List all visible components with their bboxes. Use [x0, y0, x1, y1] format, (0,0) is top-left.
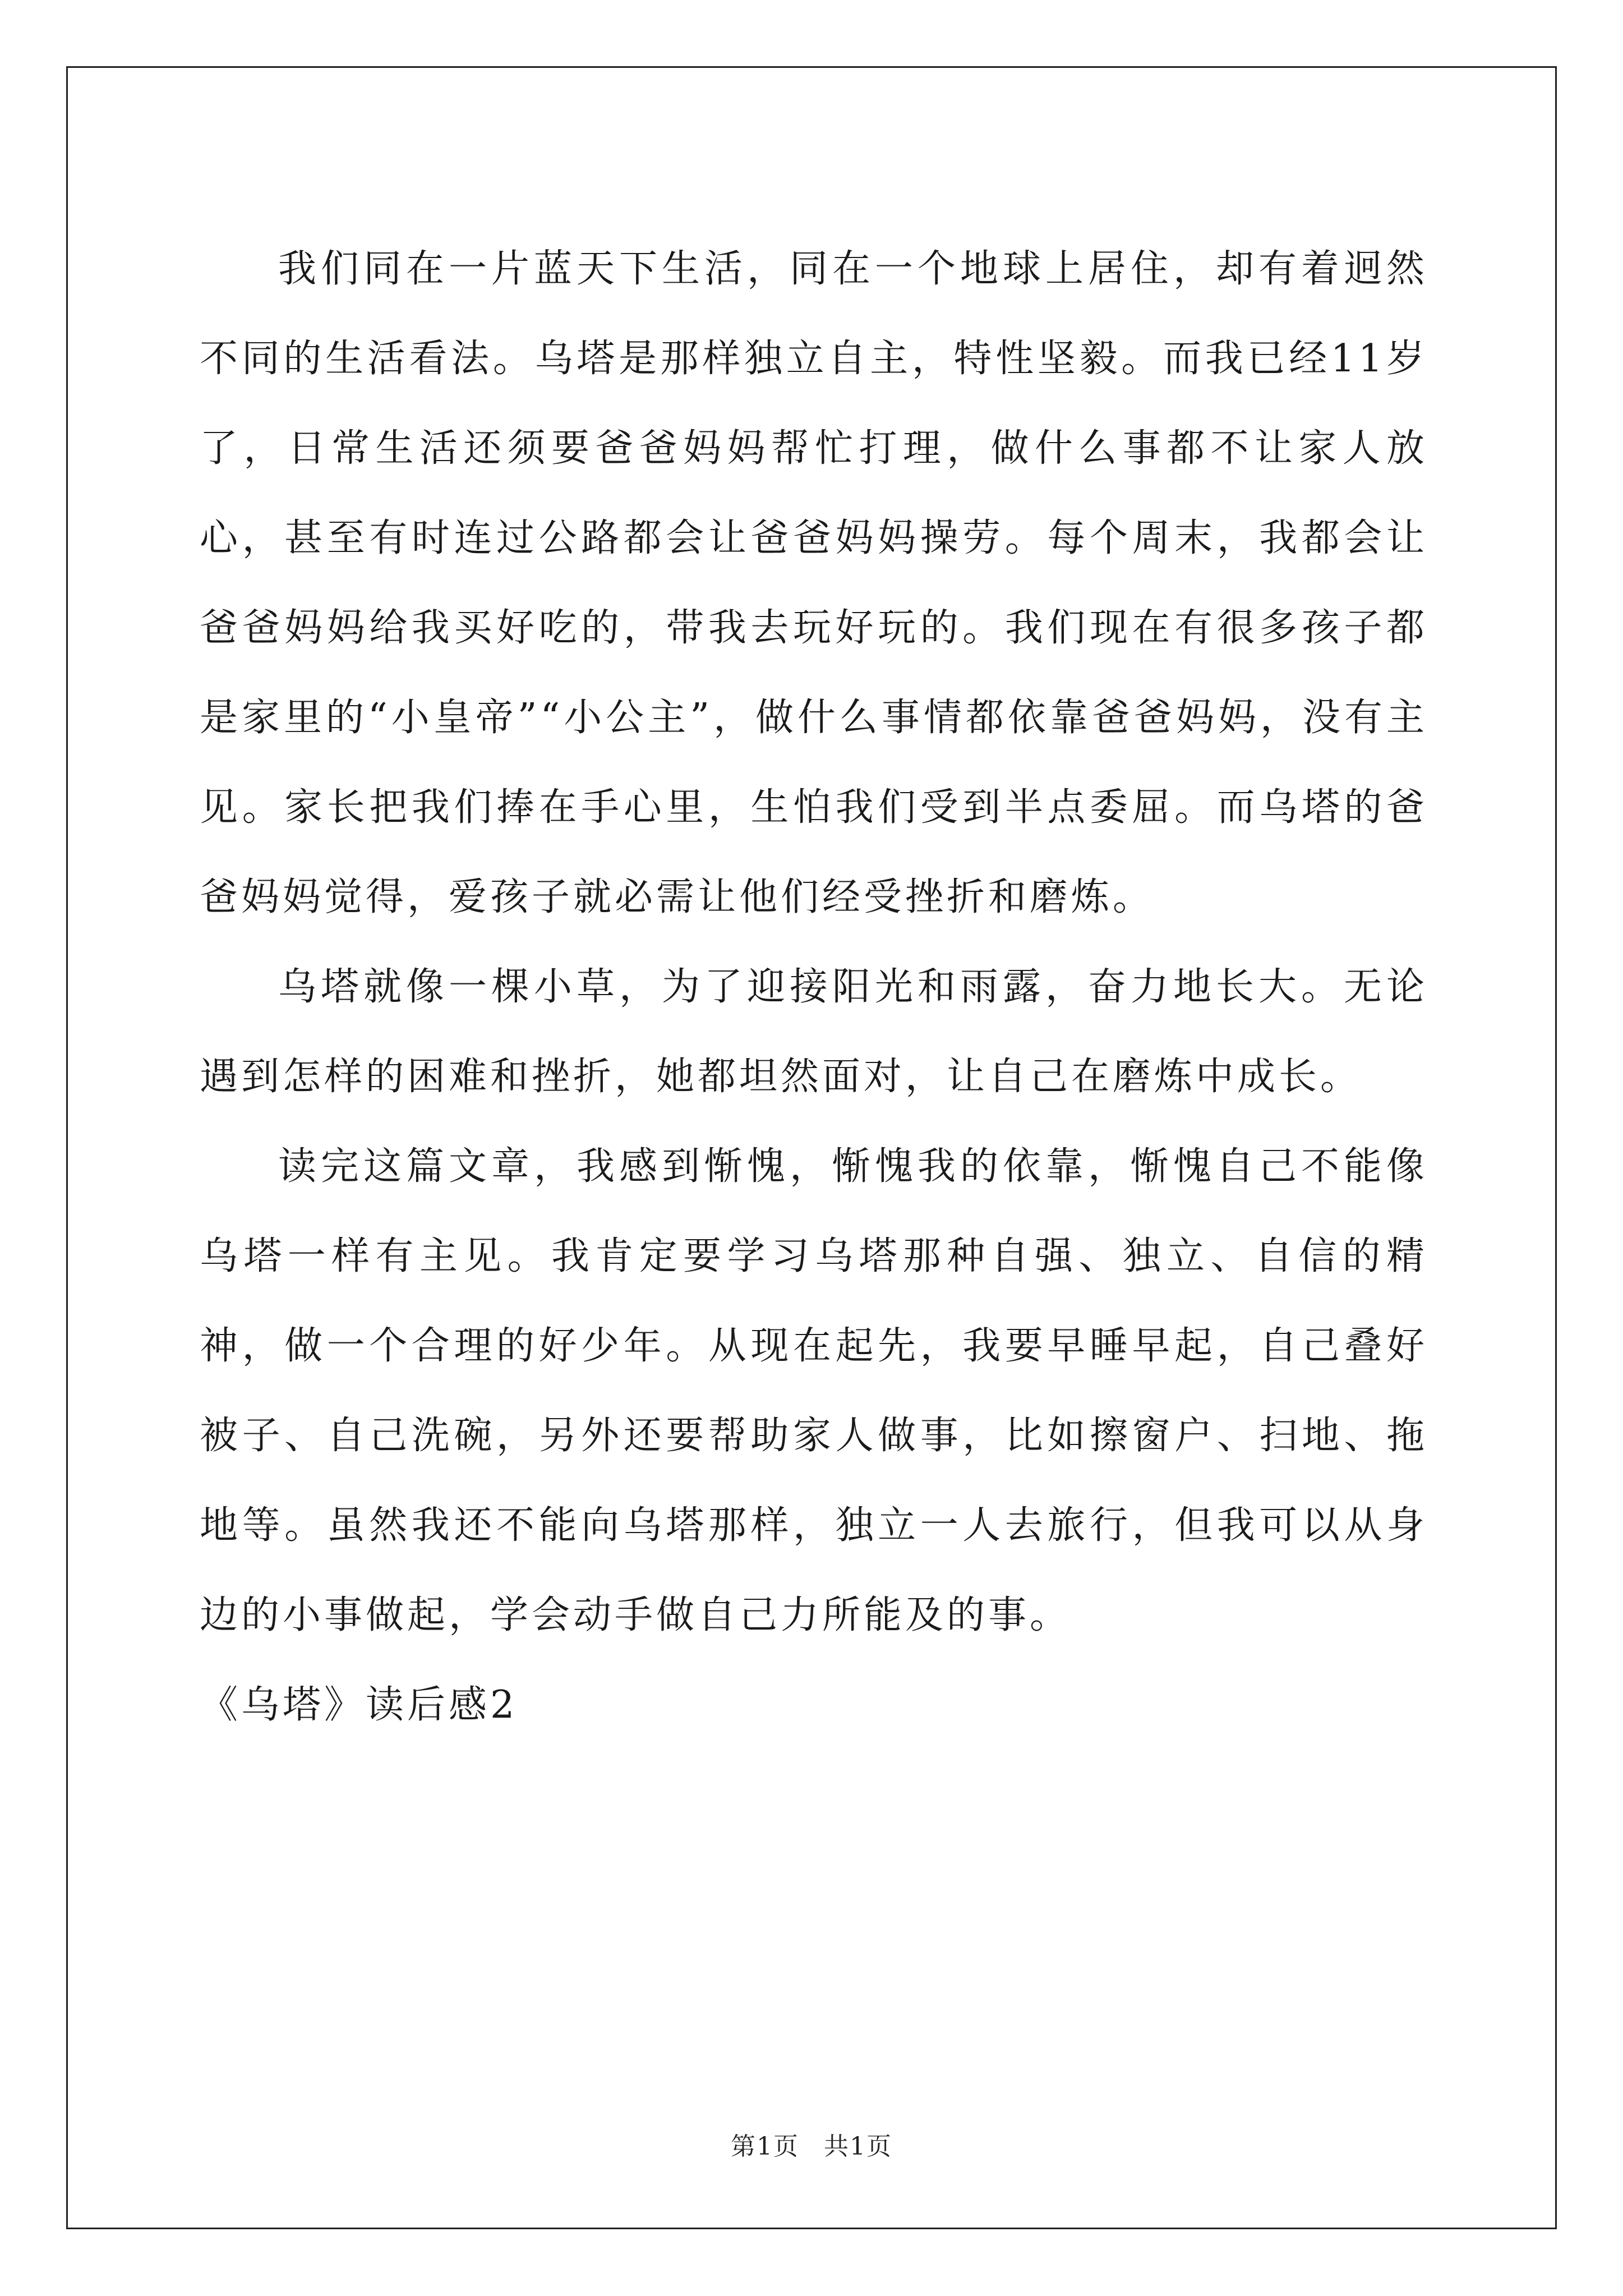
- paragraph-1: 我们同在一片蓝天下生活，同在一个地球上居住，却有着迥然不同的生活看法。乌塔是那样独立自主，特性坚毅。而我已经11岁了，日常生活还须要爸爸妈妈帮忙打理，做什么事都不让家人放心，甚至有时连过公路都会让爸爸妈妈操劳。每个周末，我都会让爸爸妈妈给我买好吃的，带我去玩好玩的。我们现在有很多孩子都是家里的“小皇帝”“小公主”，做什么事情都依靠爸爸妈妈，没有主见。家长把我们捧在手心里，生怕我们受到半点委屈。而乌塔的爸爸妈妈觉得，爱孩子就必需让他们经受挫折和磨炼。: [200, 247, 1428, 919]
- document-body: [200, 224, 1428, 1750]
- section-heading: 《乌塔》读后感2: [200, 1683, 518, 1727]
- page-number-current: 第1页: [731, 2132, 799, 2161]
- paragraph-3: 读完这篇文章，我感到惭愧，惭愧我的依靠，惭愧自己不能像乌塔一样有主见。我肯定要学习乌塔那种自强、独立、自信的精神，做一个合理的好少年。从现在起先，我要早睡早起，自己叠好被子、自己洗碗，另外还要帮助家人做事，比如擦窗户、扫地、拖地等。虽然我还不能向乌塔那样，独立一人去旅行，但我可以从身边的小事做起，学会动手做自己力所能及的事。: [200, 1144, 1428, 1637]
- paragraph-2: 乌塔就像一棵小草，为了迎接阳光和雨露，奋力地长大。无论遇到怎样的困难和挫折，她都坦然面对，让自己在磨炼中成长。: [200, 965, 1428, 1099]
- page-footer: [0, 2126, 1623, 2162]
- page-number-total: 共1页: [824, 2132, 892, 2161]
